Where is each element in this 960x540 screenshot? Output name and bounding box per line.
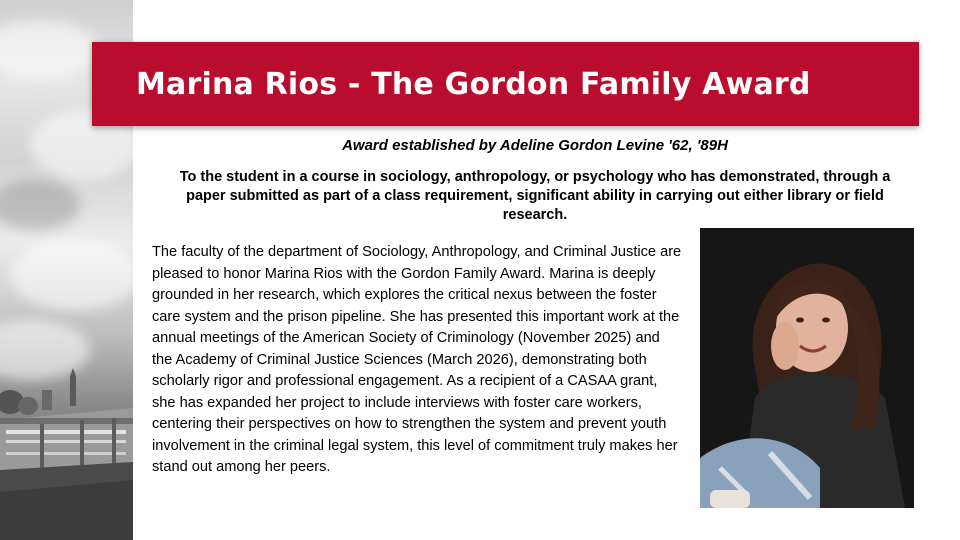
award-criteria: To the student in a course in sociology, anthropology, or psychology who has demonstrated, through a paper submitted as part of a class requirement, significant ability in carrying out either library or field research. [179,169,891,223]
portrait-photo-graphic [700,228,914,508]
page-title: Marina Rios - The Gordon Family Award [136,67,811,102]
award-established-line: Award established by Adeline Gordon Levine '62, '89H [342,137,728,154]
title-banner [92,42,919,126]
recipient-bio: The faculty of the department of Sociology, Anthropology, and Criminal Justice are pleased to honor Marina Rios with the Gordon Family Award. Marina is deeply grounded in her research, which explores the critical nexus between the foster care system and the prison pipeline. She has presented this important work at the annual meetings of the American Society of Criminology (November 2025) and the Academy of Criminal Justice Sciences (March 2026), demonstrating both scholarly rigor and professional engagement. As a recipient of a CASAA grant, she has expanded her project to include interviews with foster care workers, centering their perspectives on how to strengthen the system and prevent youth involvement in the criminal legal system, this level of commitment truly makes her stand out among her peers. [152,244,682,475]
recipient-portrait [700,228,914,508]
